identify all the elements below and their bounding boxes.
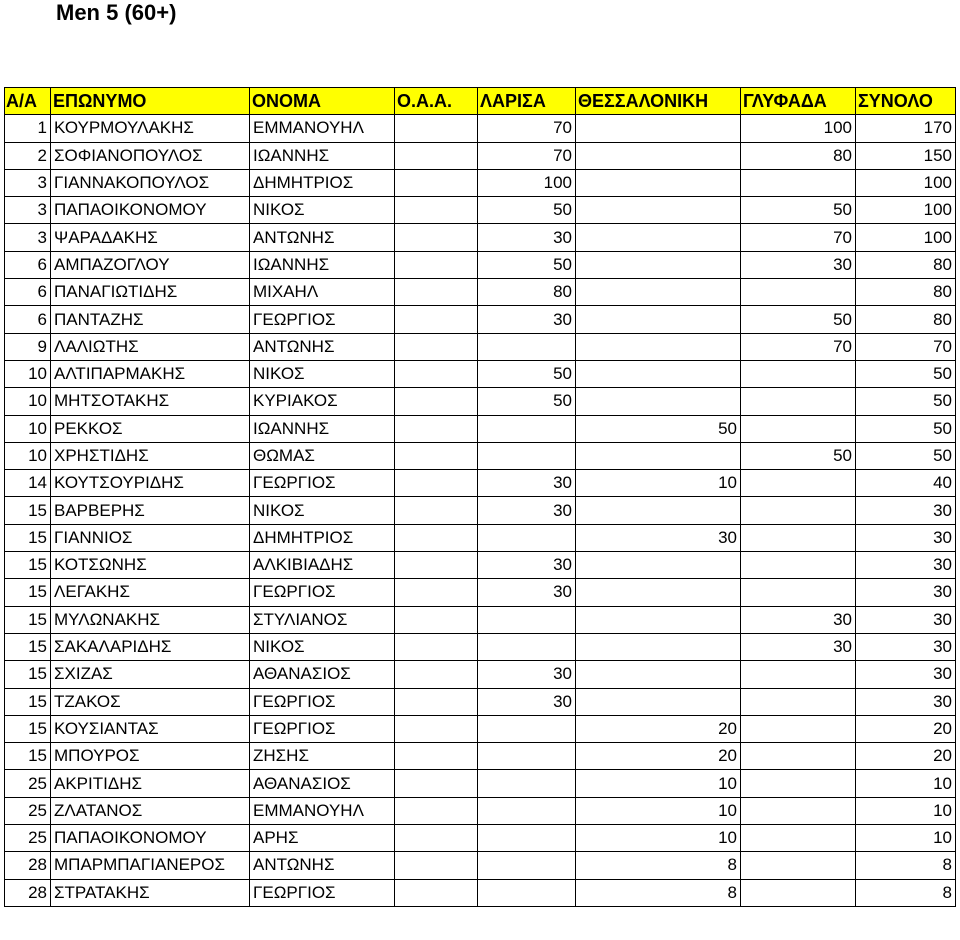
cell-thessaloniki: 10 [576,770,741,797]
cell-position: 3 [5,197,51,224]
cell-glyfada [741,470,856,497]
cell-thessaloniki [576,142,741,169]
cell-name: ΔΗΜΗΤΡΙΟΣ [250,524,395,551]
cell-position: 15 [5,552,51,579]
cell-total: 50 [856,388,956,415]
cell-surname: ΣΑΚΑΛΑΡΙΔΗΣ [51,633,250,660]
cell-position: 28 [5,879,51,906]
cell-glyfada: 80 [741,142,856,169]
cell-larisa [478,524,576,551]
cell-surname: ΡΕΚΚΟΣ [51,415,250,442]
cell-total: 30 [856,633,956,660]
cell-position: 15 [5,688,51,715]
results-body [5,115,956,907]
cell-glyfada [741,524,856,551]
cell-club [395,879,478,906]
cell-total: 30 [856,497,956,524]
cell-club [395,743,478,770]
cell-total: 30 [856,661,956,688]
cell-club [395,197,478,224]
cell-surname: ΑΛΤΙΠΑΡΜΑΚΗΣ [51,360,250,387]
cell-position: 9 [5,333,51,360]
table-row [5,142,956,169]
cell-surname: ΓΙΑΝΝΑΚΟΠΟΥΛΟΣ [51,169,250,196]
cell-surname: ΜΗΤΣΟΤΑΚΗΣ [51,388,250,415]
cell-thessaloniki: 10 [576,470,741,497]
cell-surname: ΧΡΗΣΤΙΔΗΣ [51,442,250,469]
cell-name: ΙΩΑΝΝΗΣ [250,142,395,169]
cell-thessaloniki [576,279,741,306]
cell-position: 15 [5,715,51,742]
cell-glyfada [741,661,856,688]
cell-glyfada: 50 [741,442,856,469]
cell-larisa [478,743,576,770]
cell-name: ΓΕΩΡΓΙΟΣ [250,715,395,742]
cell-total: 8 [856,852,956,879]
cell-club [395,333,478,360]
cell-club [395,360,478,387]
cell-surname: ΚΟΤΣΩΝΗΣ [51,552,250,579]
cell-position: 15 [5,606,51,633]
table-row [5,879,956,906]
cell-club [395,633,478,660]
cell-club [395,825,478,852]
cell-larisa [478,715,576,742]
cell-surname: ΣΟΦΙΑΝΟΠΟΥΛΟΣ [51,142,250,169]
cell-larisa: 70 [478,142,576,169]
cell-position: 3 [5,169,51,196]
cell-position: 25 [5,770,51,797]
cell-position: 1 [5,115,51,142]
cell-thessaloniki [576,606,741,633]
cell-club [395,497,478,524]
cell-total: 80 [856,279,956,306]
cell-name: ΑΝΤΩΝΗΣ [250,852,395,879]
cell-larisa: 100 [478,169,576,196]
cell-larisa [478,770,576,797]
cell-thessaloniki: 30 [576,524,741,551]
cell-club [395,224,478,251]
cell-thessaloniki: 50 [576,415,741,442]
cell-position: 3 [5,224,51,251]
cell-surname: ΠΑΝΤΑΖΗΣ [51,306,250,333]
cell-position: 6 [5,306,51,333]
cell-name: ΝΙΚΟΣ [250,497,395,524]
cell-larisa: 30 [478,552,576,579]
cell-thessaloniki [576,115,741,142]
table-row [5,688,956,715]
cell-larisa: 30 [478,306,576,333]
header-position: Α/Α [5,88,51,115]
table-row [5,279,956,306]
table-row [5,197,956,224]
cell-club [395,142,478,169]
cell-glyfada [741,770,856,797]
cell-total: 30 [856,579,956,606]
cell-club [395,797,478,824]
cell-glyfada: 100 [741,115,856,142]
table-row [5,360,956,387]
cell-glyfada: 70 [741,224,856,251]
table-row [5,715,956,742]
table-row [5,388,956,415]
cell-glyfada [741,852,856,879]
cell-larisa: 30 [478,579,576,606]
cell-position: 25 [5,825,51,852]
cell-thessaloniki [576,442,741,469]
cell-club [395,661,478,688]
results-table [4,87,956,907]
cell-larisa [478,415,576,442]
cell-total: 30 [856,552,956,579]
cell-total: 100 [856,197,956,224]
cell-club [395,415,478,442]
cell-thessaloniki [576,388,741,415]
cell-position: 15 [5,497,51,524]
cell-total: 10 [856,825,956,852]
cell-larisa: 50 [478,360,576,387]
cell-position: 28 [5,852,51,879]
cell-position: 6 [5,251,51,278]
table-row [5,770,956,797]
cell-glyfada [741,552,856,579]
cell-total: 40 [856,470,956,497]
cell-position: 10 [5,442,51,469]
cell-total: 20 [856,743,956,770]
cell-total: 10 [856,770,956,797]
cell-surname: ΣΤΡΑΤΑΚΗΣ [51,879,250,906]
cell-name: ΙΩΑΝΝΗΣ [250,251,395,278]
cell-name: ΓΕΩΡΓΙΟΣ [250,306,395,333]
cell-thessaloniki [576,633,741,660]
table-row [5,661,956,688]
cell-larisa: 70 [478,115,576,142]
cell-surname: ΛΕΓΑΚΗΣ [51,579,250,606]
cell-thessaloniki: 8 [576,852,741,879]
table-row [5,743,956,770]
cell-larisa: 30 [478,470,576,497]
table-row [5,442,956,469]
cell-name: ΓΕΩΡΓΙΟΣ [250,688,395,715]
cell-total: 100 [856,169,956,196]
cell-larisa: 30 [478,661,576,688]
cell-thessaloniki: 10 [576,825,741,852]
cell-total: 50 [856,415,956,442]
cell-glyfada: 70 [741,333,856,360]
cell-glyfada: 30 [741,606,856,633]
cell-larisa: 30 [478,497,576,524]
cell-thessaloniki: 8 [576,879,741,906]
cell-name: ΝΙΚΟΣ [250,633,395,660]
cell-total: 8 [856,879,956,906]
cell-glyfada [741,879,856,906]
cell-surname: ΛΑΛΙΩΤΗΣ [51,333,250,360]
table-row [5,497,956,524]
cell-club [395,552,478,579]
cell-position: 15 [5,661,51,688]
cell-total: 150 [856,142,956,169]
cell-name: ΑΛΚΙΒΙΑΔΗΣ [250,552,395,579]
cell-larisa [478,797,576,824]
cell-surname: ΚΟΥΤΣΟΥΡΙΔΗΣ [51,470,250,497]
cell-larisa: 50 [478,388,576,415]
cell-surname: ΒΑΡΒΕΡΗΣ [51,497,250,524]
cell-surname: ΑΚΡΙΤΙΔΗΣ [51,770,250,797]
cell-larisa: 50 [478,197,576,224]
table-row [5,415,956,442]
cell-larisa: 30 [478,688,576,715]
cell-club [395,251,478,278]
cell-larisa [478,442,576,469]
cell-glyfada [741,688,856,715]
cell-name: ΑΡΗΣ [250,825,395,852]
header-surname: ΕΠΩΝΥΜΟ [51,88,250,115]
header-club: Ο.Α.Α. [395,88,478,115]
table-row [5,251,956,278]
cell-glyfada: 50 [741,197,856,224]
table-row [5,552,956,579]
cell-total: 70 [856,333,956,360]
cell-surname: ΠΑΠΑΟΙΚΟΝΟΜΟΥ [51,197,250,224]
cell-club [395,715,478,742]
cell-glyfada [741,415,856,442]
cell-surname: ΤΖΑΚΟΣ [51,688,250,715]
table-row [5,333,956,360]
cell-club [395,279,478,306]
header-total: ΣΥΝΟΛΟ [856,88,956,115]
cell-larisa [478,825,576,852]
cell-thessaloniki [576,360,741,387]
header-larisa: ΛΑΡΙΣΑ [478,88,576,115]
cell-thessaloniki [576,579,741,606]
header-name: ΟΝΟΜΑ [250,88,395,115]
cell-name: ΕΜΜΑΝΟΥΗΛ [250,115,395,142]
cell-position: 10 [5,360,51,387]
cell-thessaloniki [576,251,741,278]
cell-larisa: 30 [478,224,576,251]
cell-name: ΖΗΣΗΣ [250,743,395,770]
cell-larisa [478,606,576,633]
cell-club [395,770,478,797]
cell-thessaloniki: 10 [576,797,741,824]
cell-total: 50 [856,360,956,387]
table-row [5,797,956,824]
cell-larisa: 50 [478,251,576,278]
header-glyfada: ΓΛΥΦΑΔΑ [741,88,856,115]
cell-name: ΝΙΚΟΣ [250,360,395,387]
table-row [5,633,956,660]
cell-name: ΔΗΜΗΤΡΙΟΣ [250,169,395,196]
cell-club [395,169,478,196]
cell-club [395,579,478,606]
cell-larisa: 80 [478,279,576,306]
table-row [5,306,956,333]
table-row [5,115,956,142]
cell-total: 30 [856,606,956,633]
cell-position: 15 [5,524,51,551]
cell-thessaloniki [576,688,741,715]
cell-surname: ΜΠΟΥΡΟΣ [51,743,250,770]
cell-glyfada: 50 [741,306,856,333]
cell-total: 50 [856,442,956,469]
cell-total: 20 [856,715,956,742]
table-row [5,579,956,606]
cell-larisa [478,852,576,879]
header-thessaloniki: ΘΕΣΣΑΛΟΝΙΚΗ [576,88,741,115]
cell-glyfada [741,279,856,306]
table-row [5,169,956,196]
cell-thessaloniki [576,169,741,196]
cell-total: 170 [856,115,956,142]
cell-thessaloniki [576,497,741,524]
cell-surname: ΚΟΥΣΙΑΝΤΑΣ [51,715,250,742]
cell-name: ΙΩΑΝΝΗΣ [250,415,395,442]
cell-position: 25 [5,797,51,824]
cell-name: ΘΩΜΑΣ [250,442,395,469]
cell-glyfada: 30 [741,633,856,660]
cell-name: ΓΕΩΡΓΙΟΣ [250,879,395,906]
cell-total: 80 [856,251,956,278]
cell-glyfada: 30 [741,251,856,278]
cell-surname: ΨΑΡΑΔΑΚΗΣ [51,224,250,251]
cell-name: ΑΘΑΝΑΣΙΟΣ [250,661,395,688]
cell-position: 15 [5,579,51,606]
cell-glyfada [741,743,856,770]
cell-name: ΜΙΧΑΗΛ [250,279,395,306]
cell-thessaloniki [576,333,741,360]
cell-name: ΓΕΩΡΓΙΟΣ [250,579,395,606]
cell-surname: ΣΧΙΖΑΣ [51,661,250,688]
cell-surname: ΠΑΠΑΟΙΚΟΝΟΜΟΥ [51,825,250,852]
cell-total: 30 [856,524,956,551]
cell-thessaloniki: 20 [576,743,741,770]
cell-thessaloniki [576,306,741,333]
cell-club [395,115,478,142]
cell-surname: ΓΙΑΝΝΙΟΣ [51,524,250,551]
table-row [5,852,956,879]
cell-glyfada [741,579,856,606]
cell-name: ΓΕΩΡΓΙΟΣ [250,470,395,497]
cell-club [395,388,478,415]
cell-thessaloniki [576,661,741,688]
cell-surname: ΜΠΑΡΜΠΑΓΙΑΝΕΡΟΣ [51,852,250,879]
cell-thessaloniki [576,552,741,579]
cell-larisa [478,633,576,660]
cell-larisa [478,879,576,906]
cell-position: 15 [5,633,51,660]
cell-surname: ΜΥΛΩΝΑΚΗΣ [51,606,250,633]
cell-name: ΝΙΚΟΣ [250,197,395,224]
cell-surname: ΠΑΝΑΓΙΩΤΙΔΗΣ [51,279,250,306]
cell-total: 10 [856,797,956,824]
cell-total: 30 [856,688,956,715]
cell-position: 10 [5,415,51,442]
cell-name: ΚΥΡΙΑΚΟΣ [250,388,395,415]
cell-position: 14 [5,470,51,497]
cell-club [395,524,478,551]
cell-name: ΑΝΤΩΝΗΣ [250,224,395,251]
cell-position: 6 [5,279,51,306]
cell-glyfada [741,797,856,824]
cell-total: 100 [856,224,956,251]
cell-total: 80 [856,306,956,333]
cell-glyfada [741,169,856,196]
table-row [5,470,956,497]
cell-position: 15 [5,743,51,770]
header-row [5,88,956,115]
table-row [5,825,956,852]
cell-club [395,688,478,715]
cell-position: 2 [5,142,51,169]
cell-surname: ΖΛΑΤΑΝΟΣ [51,797,250,824]
cell-name: ΑΘΑΝΑΣΙΟΣ [250,770,395,797]
cell-position: 10 [5,388,51,415]
cell-surname: ΑΜΠΑΖΟΓΛΟΥ [51,251,250,278]
cell-club [395,442,478,469]
cell-glyfada [741,360,856,387]
cell-name: ΑΝΤΩΝΗΣ [250,333,395,360]
cell-glyfada [741,388,856,415]
cell-thessaloniki [576,224,741,251]
cell-surname: ΚΟΥΡΜΟΥΛΑΚΗΣ [51,115,250,142]
cell-larisa [478,333,576,360]
cell-glyfada [741,497,856,524]
cell-glyfada [741,715,856,742]
page-title: Men 5 (60+) [56,0,177,25]
cell-name: ΕΜΜΑΝΟΥΗΛ [250,797,395,824]
cell-glyfada [741,825,856,852]
table-row [5,224,956,251]
cell-thessaloniki [576,197,741,224]
cell-club [395,852,478,879]
cell-thessaloniki: 20 [576,715,741,742]
cell-club [395,470,478,497]
table-row [5,524,956,551]
cell-club [395,306,478,333]
table-row [5,606,956,633]
cell-name: ΣΤΥΛΙΑΝΟΣ [250,606,395,633]
cell-club [395,606,478,633]
